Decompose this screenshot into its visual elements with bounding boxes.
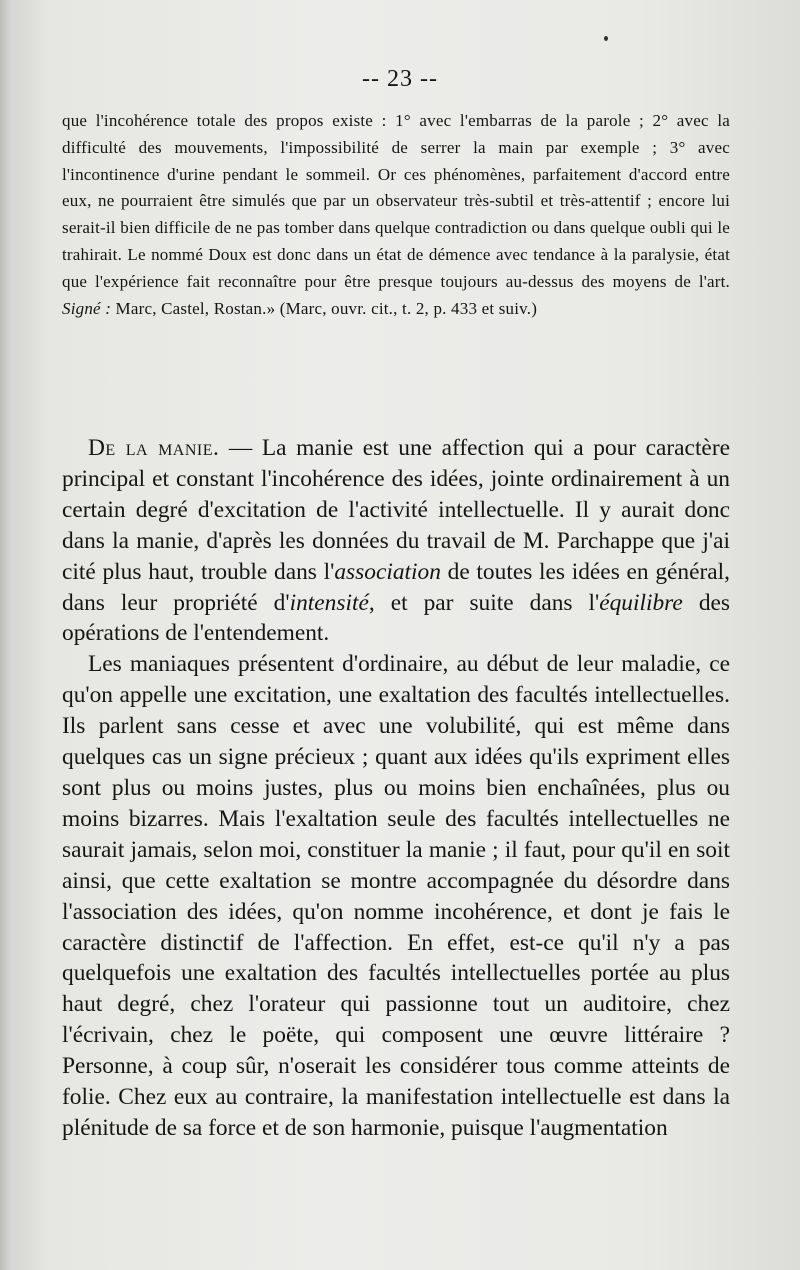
quote-paragraph — [62, 108, 730, 322]
binding-shadow — [0, 0, 18, 1270]
paragraph-1-text-d: des opérations de l'entendement. — [62, 589, 730, 647]
emphasis-equilibre: équilibre — [599, 589, 683, 616]
section-heading: De la manie. — [88, 435, 220, 461]
emphasis-association: association — [334, 558, 441, 585]
emphasis-intensite: intensité — [289, 589, 369, 616]
paragraph-2: Les maniaques présentent d'ordinaire, au début de leur maladie, ce qu'on appelle une excitation, une exaltation des facultés intellectuelles. Ils parlent sans cesse et avec une volubilité, qui est même dans quelques cas un signe précieux ; quant aux idées qu'ils expriment elles sont plus ou moins justes, plus ou moins bien enchaînées, plus ou moins bizarres. Mais l'exaltation seule des facultés intellectuelles ne saurait jamais, selon moi, constituer la manie ; il faut, pour qu'il en soit ainsi, que cette exaltation se montre accompagnée du désordre dans l'association des idées, qu'on nomme incohérence, et dont je fais le caractère distinctif de l'affection. En effet, est-ce qu'il n'y a pas quelquefois une exaltation des facultés intellectuelles portée au plus haut degré, chez l'orateur qui passionne tout un auditoire, chez l'écrivain, chez le poëte, qui composent une œuvre littéraire ? Personne, à coup sûr, n'oserait les considérer tous comme atteints de folie. Chez eux au contraire, la manifestation intellectuelle est dans la plénitude de sa force et de son harmonie, puisque l'augmentation — [62, 651, 730, 1141]
signe-label: Signé : — [62, 298, 112, 318]
paragraph-1-text-a: — La manie est une affection qui a pour caractère principal et constant l'incohérence des idées, jointe ordinairement à un certain degré d'excitation de l'activité intellectuelle. Il y aurait donc dans la manie, d'après les données du travail de M. Parchappe que j'ai cité plus haut, trouble dans l' — [62, 435, 730, 585]
quoted-report — [62, 108, 730, 322]
ink-speck — [604, 36, 608, 41]
paragraph-1-text-c: , et par suite dans l' — [368, 589, 600, 616]
quote-text: que l'incohérence totale des propos existe : 1° avec l'embarras de la parole ; 2° avec la difficulté des mouvements, l'impossibilité de serrer la main par exemple ; 3° avec l'incontinence d'urine pendant le sommeil. Or ces phénomènes, parfaitement d'accord entre eux, ne pourraient être simulés que par un observateur très-subtil et très-attentif ; encore lui serait-il bien difficile de ne pas tomber dans quelque contradiction ou dans quelque oubli qui le trahirait. Le nommé Doux est donc dans un état de démence avec tendance à la paralysie, état que l'expérience fait reconnaître pour être presque toujours au-dessus des moyens de l'art. — [62, 111, 730, 291]
quote-signatories: Marc, Castel, Rostan.» (Marc, ouvr. cit., t. 2, p. 433 et suiv.) — [111, 298, 538, 318]
paragraph-1-text-b: de toutes les idées en général, dans leur propriété d' — [62, 558, 730, 616]
page-number: -- 23 -- — [362, 66, 438, 92]
section-mania — [62, 433, 730, 1144]
paragraph-1 — [62, 433, 730, 649]
